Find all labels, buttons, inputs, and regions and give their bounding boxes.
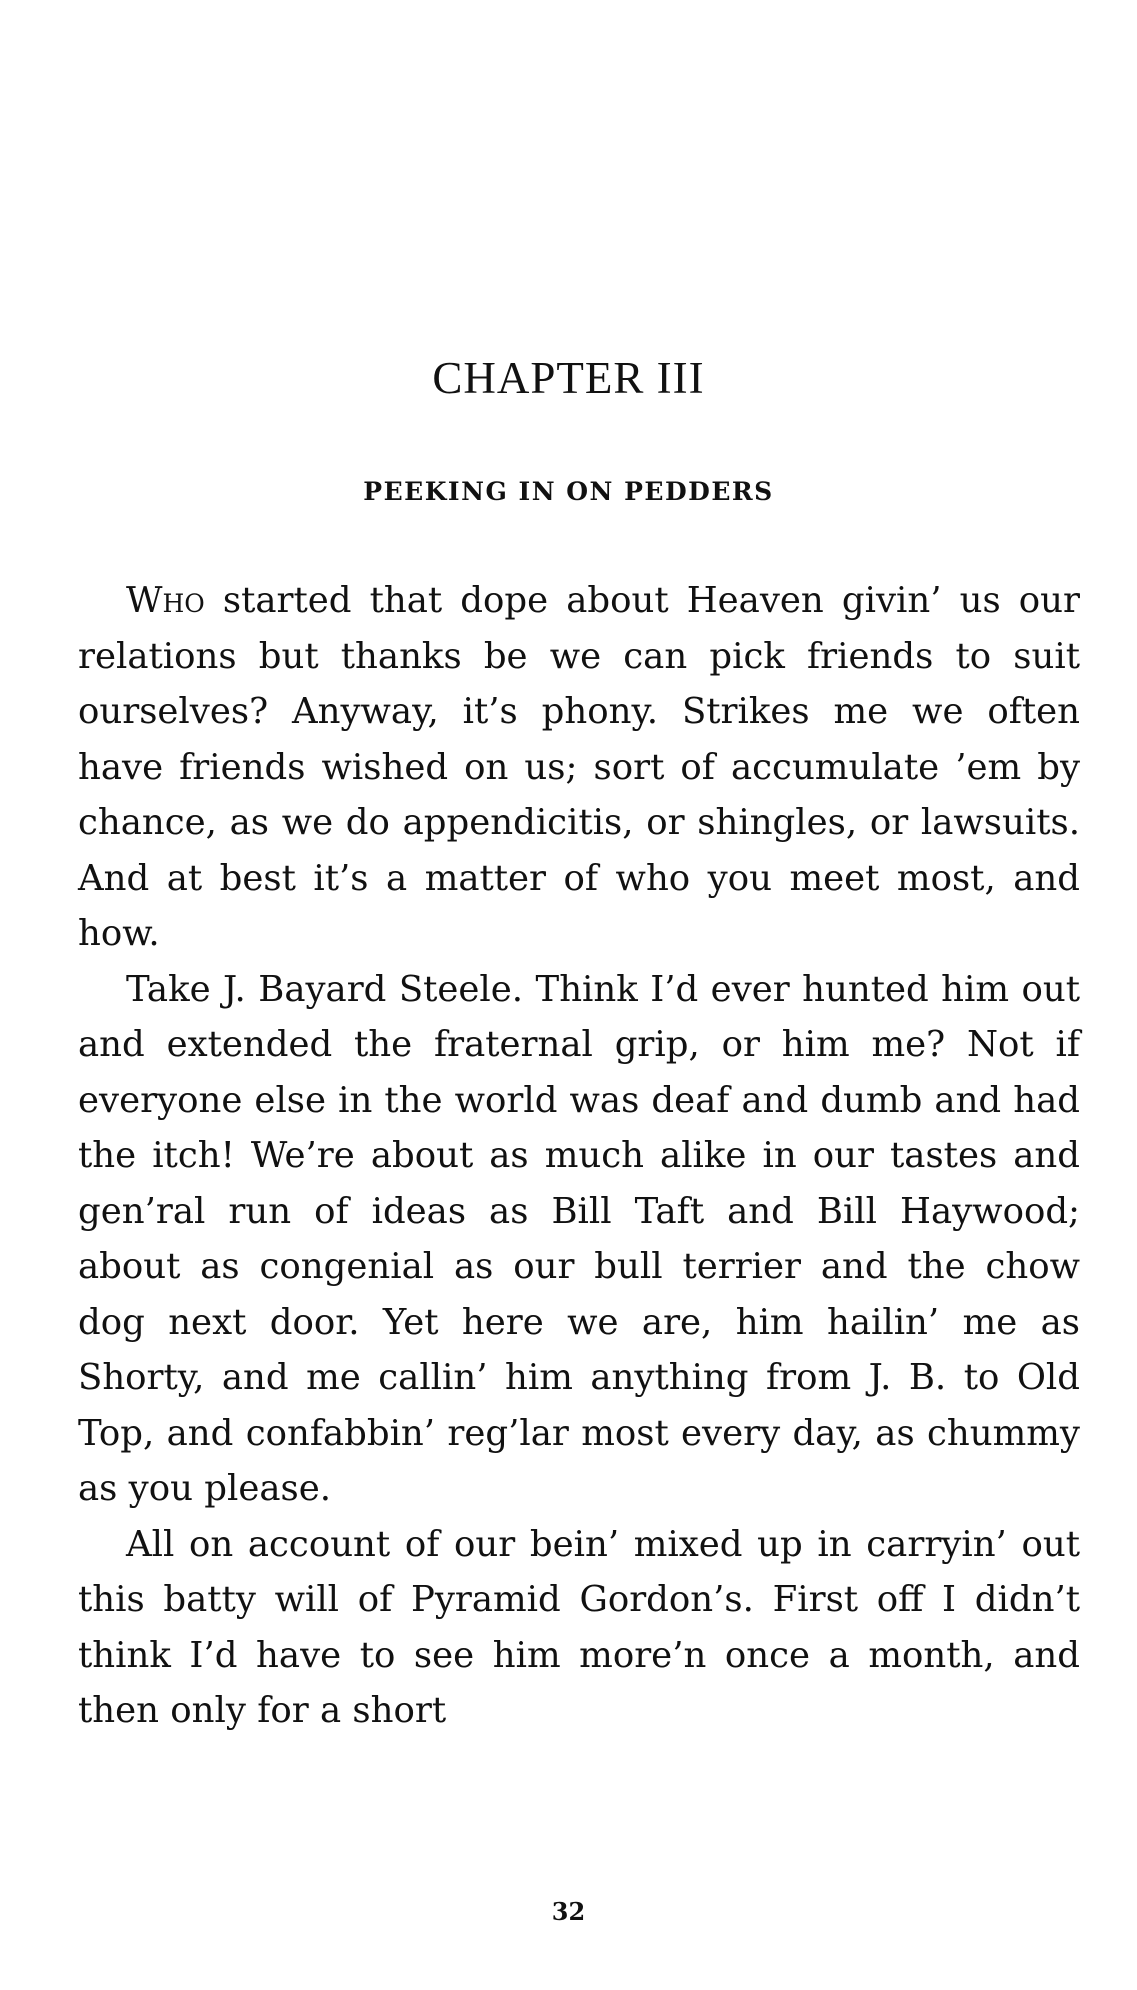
paragraph-3: All on account of our bein’ mixed up in carryin’ out this batty will of Pyramid Gordon’s. First off I didn’t think I’d have to see him more’n once a month, and then only for a short bbox=[78, 1523, 1080, 1731]
page-number: 32 bbox=[551, 1897, 586, 1926]
paragraph-1 bbox=[78, 573, 1080, 962]
chapter-body bbox=[78, 573, 1080, 1739]
paragraph-text: started that dope about Heaven givin’ us our relations but thanks be we can pick friends to suit ourselves? Anyway, it’s phony. Strikes me we often have friends wished on us; sort of accumulate ’em by chance, as we do appendicitis, or shingles, or lawsuits. And at best it’s a matter of who you meet most, and how. bbox=[78, 580, 1080, 954]
chapter-subtitle: PEEKING IN ON PEDDERS bbox=[363, 477, 774, 506]
chapter-title: CHAPTER III bbox=[432, 353, 705, 403]
paragraph-2: Take J. Bayard Steele. Think I’d ever hunted him out and extended the fraternal grip, or him me? Not if everyone else in the world was deaf and dumb and had the itch! We’re about as much alike in our tastes and gen’ral run of ideas as Bill Taft and Bill Haywood; about as congenial as our bull terrier and the chow dog next door. Yet here we are, him hailin’ me as Shorty, and me callin’ him anything from J. B. to Old Top, and confabbin’ reg’lar most every day, as chummy as you please. bbox=[78, 968, 1080, 1509]
paragraph-lead-word: Who bbox=[126, 580, 205, 621]
